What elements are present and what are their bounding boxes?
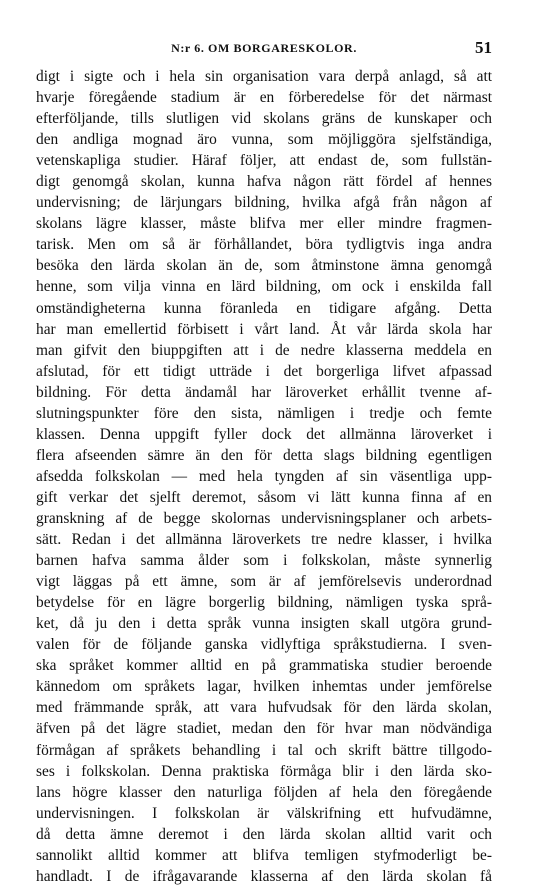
text-line: afslutad, för ett tidigt utträde i det borgerliga lifvet afpassad [36, 362, 492, 380]
text-line: efterföljande, tills slutligen vid skolans gräns de kunskaper och [36, 110, 492, 128]
text-line: ska språket kommer alltid en på grammatiska studier beroende [36, 657, 492, 675]
text-line: den andliga mognad äro vunna, som möjliggöra sjelfständiga, [36, 131, 492, 149]
text-line: gift verkar det sjelft deremot, såsom vi lätt kunna finna af en [36, 488, 492, 506]
text-line: förmågan af språkets behandling i tal och skrift bättre tillgodo- [36, 741, 492, 759]
running-head [36, 38, 492, 58]
text-line: sannolikt alltid kommer att blifva temligen styfmoderligt be- [36, 846, 492, 864]
text-line: barnen hafva samma ålder som i folkskolan, måste synnerlig [36, 552, 492, 570]
page-number: 51 [475, 38, 492, 57]
text-line: henne, som vilja vinna en lärd bildning, om ock i enskilda fall [36, 278, 492, 296]
text-line: skolans lägre klasser, måste blifva mer eller mindre fragmen- [36, 215, 492, 233]
text-line: betydelse för en lägre borgerlig bildning, nämligen tyska språ- [36, 594, 492, 612]
text-line: då detta ämne deremot i den lärda skolan alltid varit och [36, 825, 492, 843]
text-line: besöka den lärda skolan än de, som åtminstone ämna genomgå [36, 257, 492, 275]
text-line: digt genomgå skolan, kunna hafva någon rätt fördel af hennes [36, 173, 492, 191]
text-line: bildning. För detta ändamål har läroverket erhållit tvenne af- [36, 383, 492, 401]
text-line: digt i sigte och i hela sin organisation vara derpå anlagd, så att [36, 68, 492, 85]
running-head-title: N:r 6. OM BORGARESKOLOR. [171, 41, 357, 55]
text-line: undervisningen. I folkskolan är välskrifning ett hufvudämne, [36, 804, 492, 822]
text-line: hvarje föregående stadium är en förberedelse för det närmast [36, 89, 492, 107]
text-line: granskning af de begge skolornas undervisningsplaner och arbets- [36, 509, 492, 527]
text-line: äfven på det lägre stadiet, medan den för hvar man nödvändiga [36, 720, 492, 738]
text-line: handladt. I de ifrågavarande klasserna af den lärda skolan få [36, 867, 492, 885]
text-line: ket, då ju den i detta språk vunna insigten skall utgöra grund- [36, 615, 492, 633]
text-line: undervisning; de lärjungars bildning, hvilka afgå från någon af [36, 194, 492, 212]
text-line: kännedom om språkets lagar, hvilken inhemtas under jemförelse [36, 678, 492, 696]
text-line: tarisk. Men om så är förhållandet, böra tydligtvis inga andra [36, 236, 492, 254]
body-text [36, 66, 492, 887]
text-line: flera afseenden sämre än den för detta slags bildning egentligen [36, 446, 492, 464]
text-line: med främmande språk, att vara hufvudsak för den lärda skolan, [36, 699, 492, 717]
text-line: sätt. Redan i det allmänna läroverkets tre nedre klasser, i hvilka [36, 531, 492, 549]
text-line: klassen. Denna uppgift fyller dock det allmänna läroverket i [36, 425, 492, 443]
text-line: vigt läggas på ett ämne, som är af jemförelsevis underordnad [36, 573, 492, 591]
text-line: vetenskapliga studier. Häraf följer, att endast de, som fullstän- [36, 152, 492, 170]
text-line: har man emellertid förbisett i vårt land. Åt vår lärda skola har [36, 320, 492, 338]
text-line: valen för de följande ganska vidlyftiga språkstudierna. I sven- [36, 636, 492, 654]
text-line: ses i folkskolan. Denna praktiska förmåga blir i den lärda sko- [36, 762, 492, 780]
text-line: lans högre klasser den naturliga följden af hela den föregående [36, 783, 492, 801]
text-line: slutningspunkter före den sista, nämligen i tredje och femte [36, 404, 492, 422]
text-line: man gifvit den biuppgiften att i de nedre klasserna meddela en [36, 341, 492, 359]
text-line: afsedda folkskolan — med hela tyngden af sin väsentliga upp- [36, 467, 492, 485]
text-line: omständigheterna kunna föranleda en tidigare afgång. Detta [36, 299, 492, 317]
